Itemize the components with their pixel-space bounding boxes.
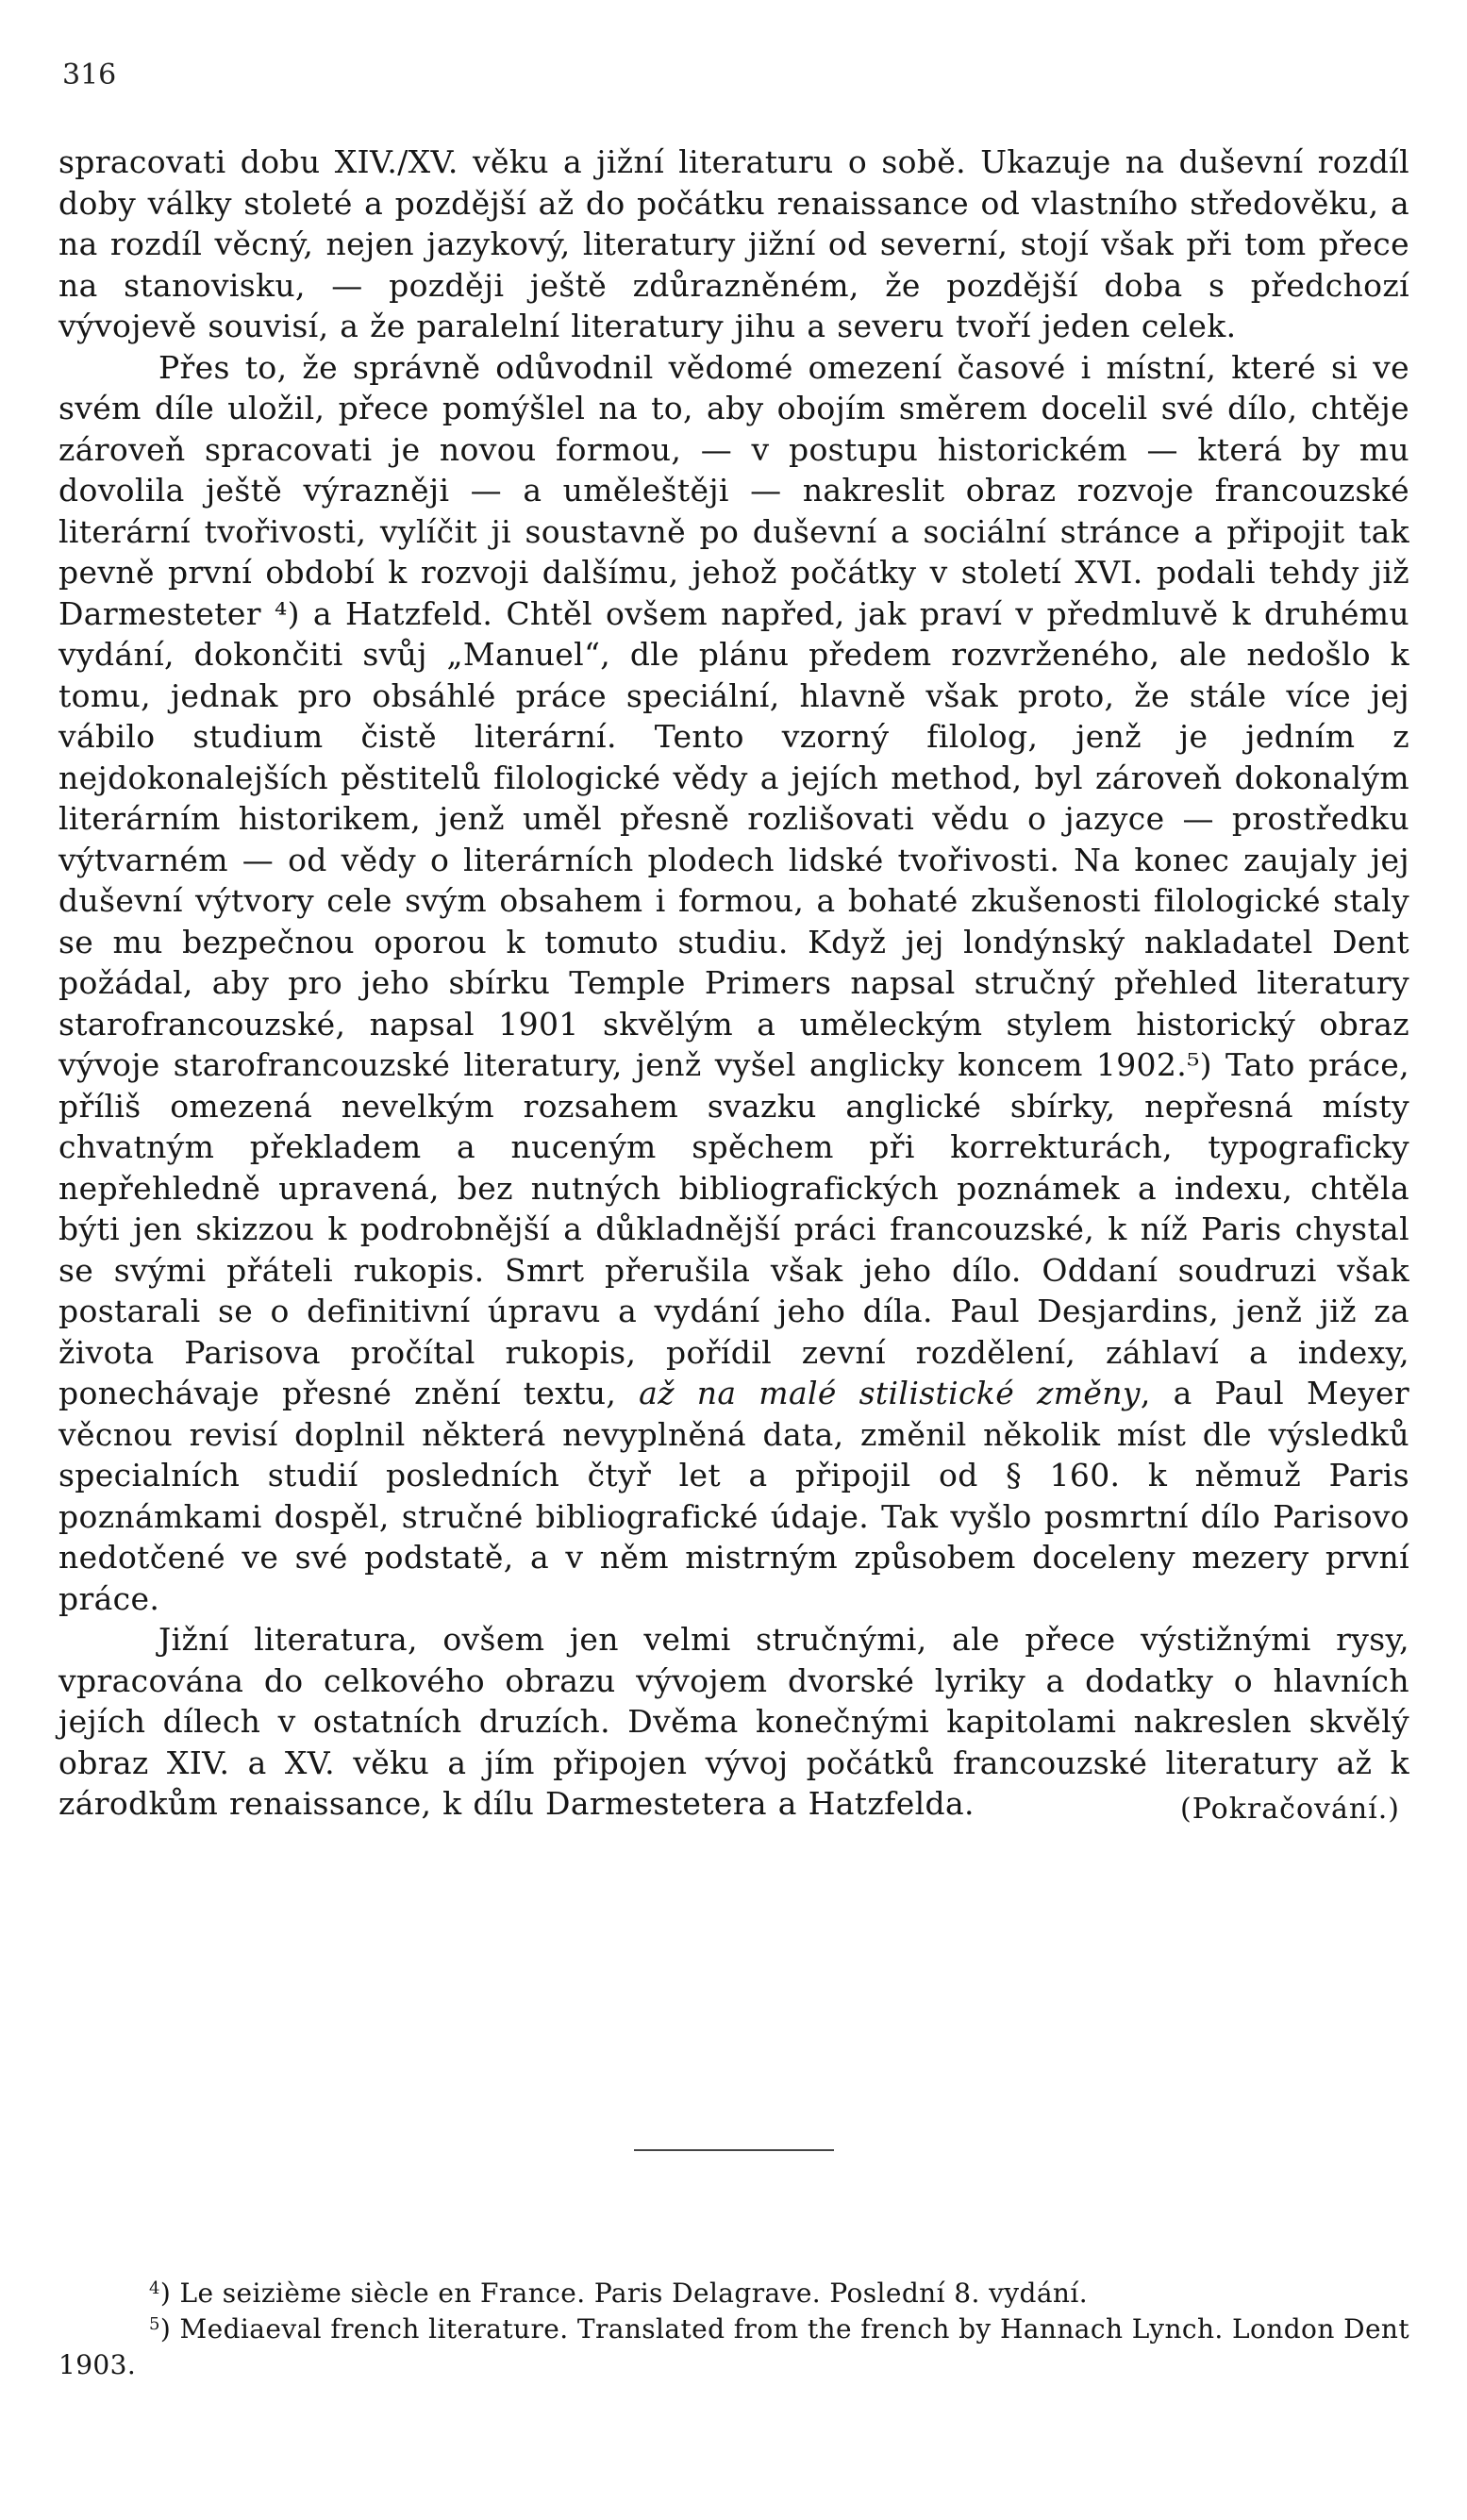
- paragraph-3: [58, 1619, 1409, 1825]
- article-body: [58, 142, 1409, 1830]
- footnote-5-mark-paren: ): [159, 2313, 180, 2345]
- paragraph-3-text: Jižní literatura, ovšem jen velmi stručnými, ale přece výstižnými rysy, vpracována do celkového obrazu vývojem dvorské lyriky a dodatky o hlavních jejích dílech v ostatních druzích. Dvěma konečnými kapitolami nakreslen skvělý obraz XIV. a XV. věku a jím připojen vývoj počátků francouzské literatury až k zárodkům renaissance, k dílu Darmestetera a Hatzfelda.: [58, 1621, 1409, 1822]
- footnote-5-text: Mediaeval french literature. Translated from the french by Hannach Lynch. London Dent 1903.: [58, 2313, 1410, 2380]
- continued-note: (Pokračování.): [1180, 1793, 1400, 1826]
- paragraph-2-text: Přes to, že správně odůvodnil vědomé omezení časové i místní, které si ve svém díle uložil, přece pomýšlel na to, aby obojím směrem docelil své dílo, chtěje zároveň spracovati je novou formou, — v postupu historickém — která by mu dovolila ještě výrazněji — a uměleštěji — nakreslit obraz rozvoje francouzské literární tvořivosti, vylíčit ji soustavně po duševní a sociální stránce a připojit tak pevně první období k rozvoji dalšímu, jehož počátky v století XVI. podali tehdy již Darmesteter ⁴) a Hatzfeld. Chtěl ovšem napřed, jak praví v předmluvě k druhému vydání, dokončiti svůj „Manuel“, dle plánu předem rozvrženého, ale nedošlo k tomu, jednak pro obsáhlé práce speciální, hlavně však proto, že stále více jej vábilo studium čistě literární. Tento vzorný filolog, jenž je jedním z nejdokonalejších pěstitelů filologické vědy a jejích method, byl zároveň dokonalým literárním historikem, jenž uměl přesně rozlišovati vědu o jazyce — prostředku výtvarném — od vědy o literárních plodech lidské tvořivosti. Na konec zaujaly jej duševní výtvory cele svým obsahem i formou, a bohaté zkušenosti filologické staly se mu bezpečnou oporou k tomuto studiu. Když jej londýnský nakladatel Dent požádal, aby pro jeho sbírku Temple Primers napsal stručný přehled literatury starofrancouzské, napsal 1901 skvělým a uměleckým stylem historický obraz vývoje starofrancouzské literatury, jenž vyšel anglicky koncem 1902.⁵) Tato práce, příliš omezená nevelkým rozsahem svazku anglické sbírky, nepřesná místy chvatným překladem a nuceným spěchem při korrekturách, typograficky nepřehledně upravená, bez nutných bibliografických poznámek a indexu, chtěla býti jen skizzou k podrobnější a důkladnější práci francouzské, k níž Paris chystal se svými přáteli rukopis. Smrt přerušila však jeho dílo. Oddaní soudruzi však postarali se o definitivní úpravu a vydání jeho díla. Paul Desjardins, jenž již za života Parisova pročítal rukopis, pořídil zevní rozdělení, záhlaví a indexy, ponechávaje přesné znění textu,: [58, 348, 1409, 1411]
- paragraph-2: [58, 347, 1409, 1620]
- footnote-4-text: Le seizième siècle en France. Paris Delagrave. Poslední 8. vydání.: [179, 2278, 1089, 2309]
- footnotes: [58, 2276, 1409, 2383]
- footnote-5: [58, 2311, 1409, 2383]
- footnote-4-mark-paren: ): [159, 2278, 180, 2309]
- footnote-5-mark: 5: [149, 2314, 160, 2334]
- paragraph-1: [58, 142, 1409, 347]
- paragraph-1-text: spracovati dobu XIV./XV. věku a jižní literaturu o sobě. Ukazuje na duševní rozdíl doby války stoleté a pozdější až do počátku renaissance od vlastního středověku, a na rozdíl věcný, nejen jazykový, literatury jižní od severní, stojí však při tom přece na stanovisku, — později ještě zdůrazněném, že pozdější doba s předchozí vývojevě souvisí, a že paralelní literatury jihu a severu tvoří jeden celek.: [58, 143, 1409, 344]
- paragraph-2-italic: až na malé stilistické změny: [639, 1375, 1141, 1411]
- footnote-4-mark: 4: [149, 2278, 160, 2298]
- footnote-divider: [634, 2149, 834, 2151]
- footnote-4: [58, 2276, 1409, 2311]
- paragraph-2-text-after: , a Paul Meyer věcnou revisí doplnil některá nevyplněná data, změnil několik míst dle výsledků specialních studií posledních čtyř let a připojil od § 160. k němuž Paris poznámkami dospěl, stručné bibliografické údaje. Tak vyšlo posmrtní dílo Parisovo nedotčené ve své podstatě, a v něm mistrným způsobem doceleny mezery první práce.: [58, 1375, 1409, 1617]
- page-number: 316: [62, 58, 117, 92]
